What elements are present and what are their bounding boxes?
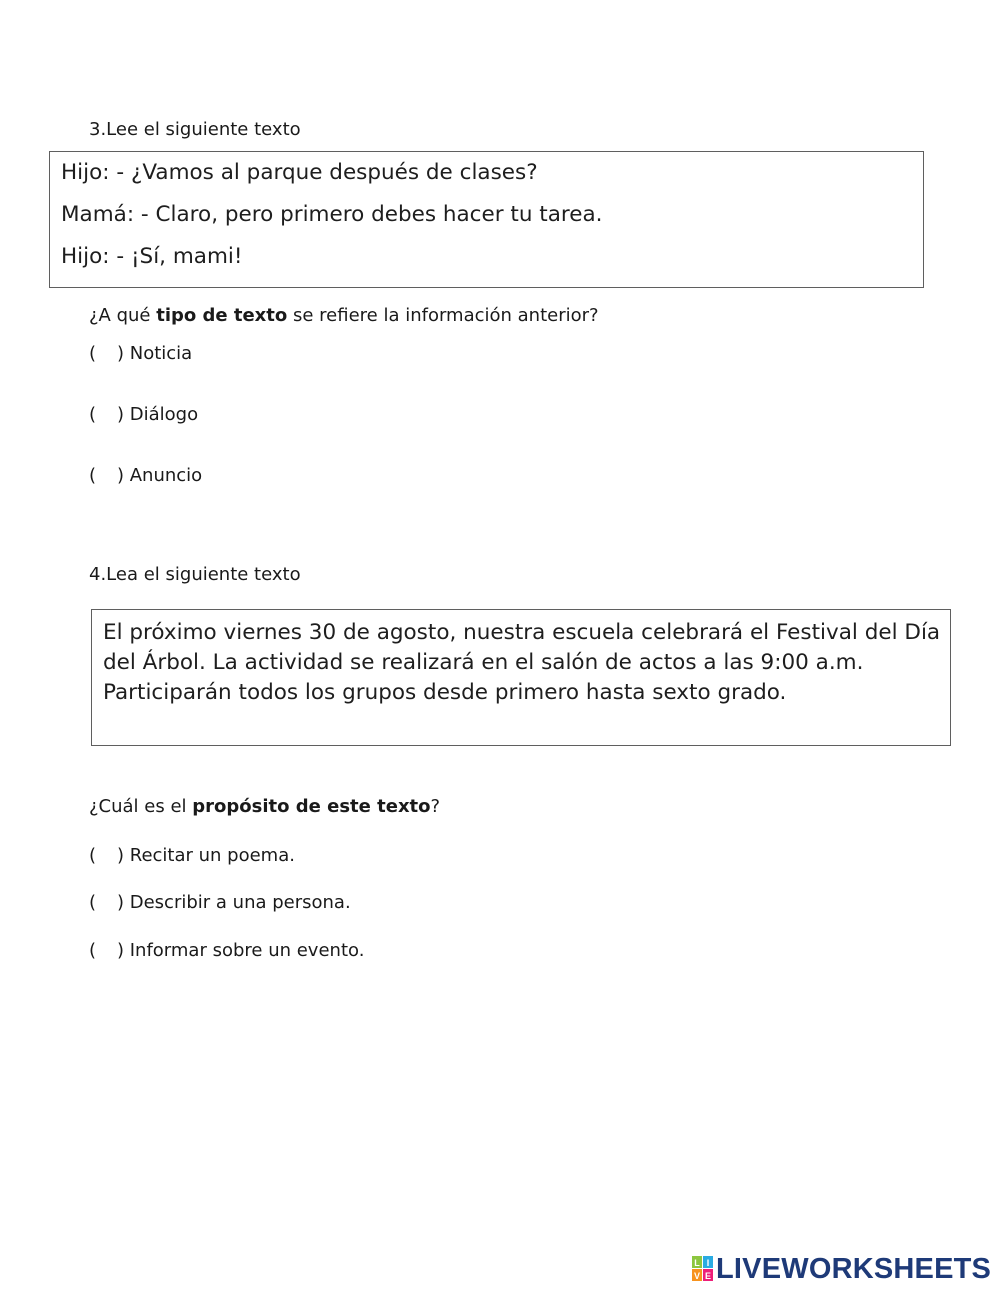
question-4-prompt — [89, 796, 440, 817]
question-3-prompt-pre: ¿A qué — [89, 305, 157, 326]
question-3-prompt-bold: tipo de texto — [156, 305, 288, 326]
question-4-instruction: 4.Lea el siguiente texto — [89, 564, 301, 585]
svg-text:E: E — [704, 1271, 712, 1281]
svg-text:L: L — [694, 1258, 700, 1268]
option-label: ) Diálogo — [117, 404, 199, 425]
option-label: ) Informar sobre un evento. — [117, 940, 365, 961]
option-blank[interactable]: ( — [89, 465, 97, 486]
option-label: ) Anuncio — [117, 465, 203, 486]
question-3-option-2[interactable] — [89, 404, 198, 425]
question-3-prompt-post: se refiere la información anterior? — [287, 305, 599, 326]
svg-text:I: I — [706, 1258, 710, 1268]
liveworksheets-logo-icon — [692, 1256, 714, 1282]
question-3-option-1[interactable] — [89, 343, 192, 364]
passage-box — [91, 609, 951, 746]
question-4-option-3[interactable] — [89, 940, 364, 961]
passage-text: El próximo viernes 30 de agosto, nuestra escuela celebrará el Festival del Día del Árbol. La actividad se realizará en el salón de actos a las 9:00 a.m. Participarán todos los grupos desde primero hasta sexto grado. — [103, 620, 941, 705]
question-4-prompt-pre: ¿Cuál es el — [89, 796, 193, 817]
question-4-prompt-post: ? — [430, 796, 441, 817]
question-3-prompt — [89, 305, 599, 326]
dialogue-line-2: Mamá: - Claro, pero primero debes hacer tu tarea. — [61, 202, 603, 227]
question-4-option-1[interactable] — [89, 845, 295, 866]
option-blank[interactable]: ( — [89, 892, 97, 913]
svg-text:V: V — [693, 1271, 701, 1281]
option-blank[interactable]: ( — [89, 845, 97, 866]
dialogue-line-3: Hijo: - ¡Sí, mami! — [61, 244, 243, 269]
dialogue-line-1: Hijo: - ¿Vamos al parque después de clases? — [61, 160, 538, 185]
liveworksheets-logo — [692, 1254, 991, 1284]
question-3-option-3[interactable] — [89, 465, 202, 486]
option-label: ) Describir a una persona. — [117, 892, 351, 913]
dialogue-box — [49, 151, 924, 288]
option-blank[interactable]: ( — [89, 940, 97, 961]
question-3-instruction: 3.Lee el siguiente texto — [89, 119, 301, 140]
option-blank[interactable]: ( — [89, 404, 97, 425]
option-label: ) Recitar un poema. — [117, 845, 295, 866]
question-4-option-2[interactable] — [89, 892, 351, 913]
liveworksheets-logo-text: LIVEWORKSHEETS — [716, 1253, 992, 1285]
option-blank[interactable]: ( — [89, 343, 97, 364]
option-label: ) Noticia — [117, 343, 193, 364]
question-4-prompt-bold: propósito de este texto — [192, 796, 431, 817]
